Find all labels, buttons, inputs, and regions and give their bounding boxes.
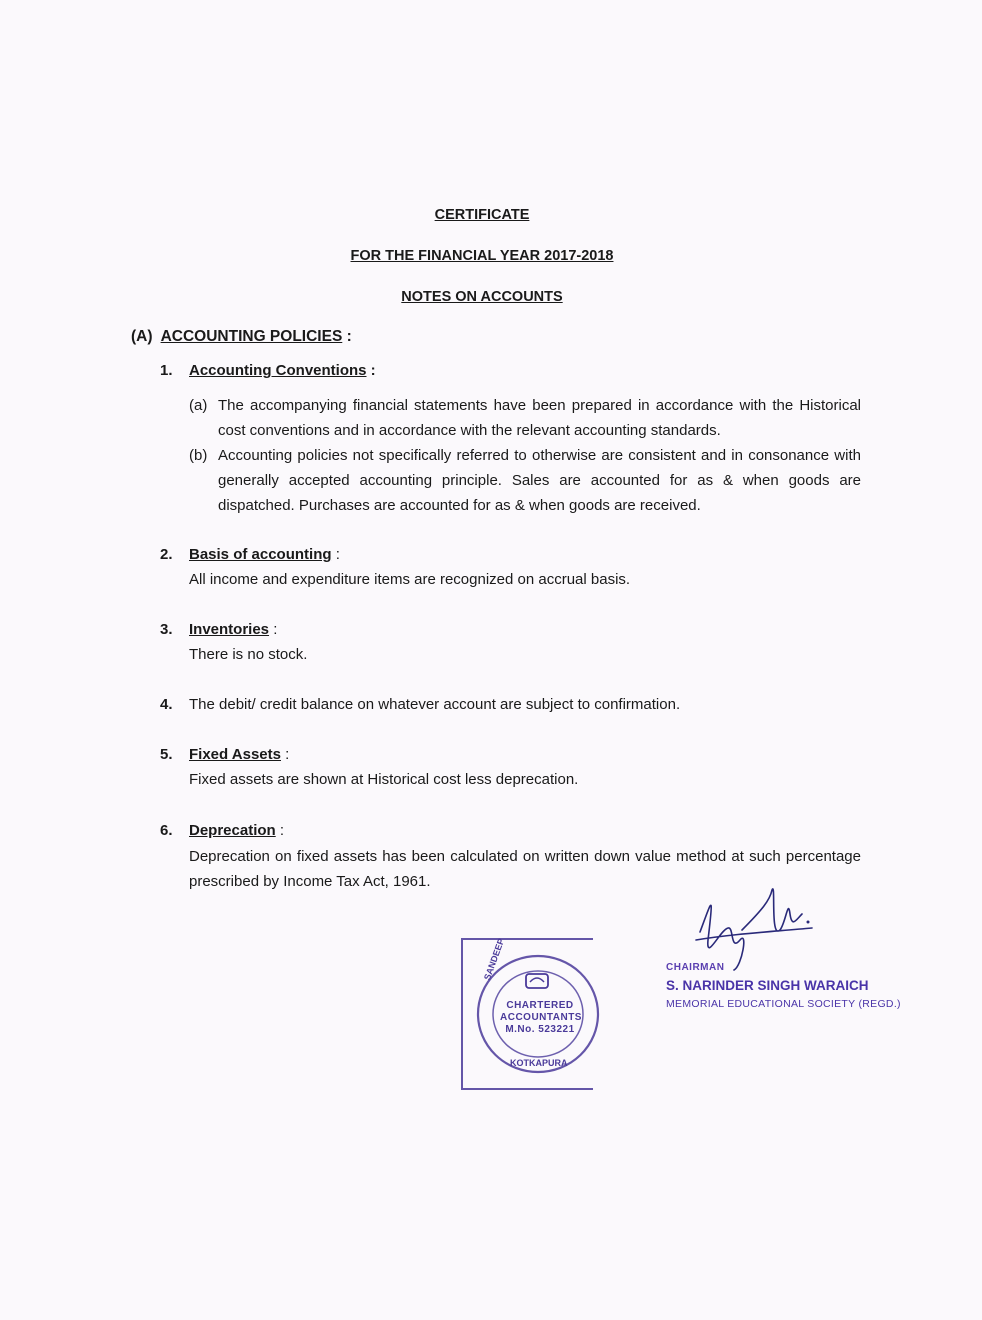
- item-3-number: 3.: [160, 621, 173, 638]
- item-6-title: Deprecation: [189, 822, 276, 839]
- item-5-number: 5.: [160, 746, 173, 763]
- sub-a-text: The accompanying financial statements have been prepared in accordance with the Historical cost conventions and in accordance with the relevant accounting standards.: [218, 397, 861, 439]
- stamp-ring-bottom: KOTKAPURA: [510, 1058, 568, 1068]
- sub-b-marker: (b): [189, 447, 208, 464]
- stamp-line-3: M.No. 523221: [505, 1024, 575, 1035]
- sub-b-text: Accounting policies not specifically referred to otherwise are consistent and in consonance with generally accepted accounting principle. Sales are accounted for as & when goods are dispatched. Purchases are accounted for as & when goods are received.: [218, 447, 861, 514]
- item-5-title: Fixed Assets: [189, 746, 281, 763]
- item-6-text: Deprecation on fixed assets has been calculated on written down value method at such percentage prescribed by Income Tax Act, 1961.: [189, 848, 861, 890]
- section-accounting-policies: [131, 328, 352, 346]
- item-2-heading: [189, 546, 340, 563]
- notes-heading: NOTES ON ACCOUNTS: [401, 289, 563, 305]
- financial-year-heading: FOR THE FINANCIAL YEAR 2017-2018: [350, 248, 614, 264]
- item-5-colon: :: [281, 746, 290, 763]
- stamp-ring-top: SANDEEP: [482, 937, 507, 982]
- item-4-number: 4.: [160, 696, 173, 713]
- item-6-colon: :: [275, 822, 285, 839]
- item-4-text: The debit/ credit balance on whatever account are subject to confirmation.: [189, 696, 681, 713]
- section-title: ACCOUNTING POLICIES: [160, 328, 343, 345]
- stamp-line-2: ACCOUNTANTS: [500, 1012, 582, 1023]
- section-marker: (A): [131, 328, 153, 345]
- item-5-heading: [189, 746, 289, 763]
- item-2-colon: :: [331, 546, 340, 563]
- signatory-role: CHAIRMAN: [666, 962, 725, 973]
- item-1-sub-a: [189, 393, 861, 443]
- item-1-number: 1.: [160, 362, 173, 379]
- stamp-text: [500, 1000, 580, 1036]
- item-3-text: There is no stock.: [189, 646, 308, 663]
- item-5-text: Fixed assets are shown at Historical cost less deprecation.: [189, 771, 579, 788]
- section-colon: :: [342, 328, 352, 345]
- signatory-org: MEMORIAL EDUCATIONAL SOCIETY (REGD.): [666, 998, 901, 1010]
- certificate-heading: CERTIFICATE: [434, 207, 530, 223]
- item-2-title: Basis of accounting: [189, 546, 332, 563]
- item-1-title: Accounting Conventions: [189, 362, 367, 379]
- signatory-name: S. NARINDER SINGH WARAICH: [666, 978, 869, 993]
- stamp-line-1: CHARTERED: [506, 1000, 574, 1011]
- item-3-colon: :: [269, 621, 278, 638]
- item-1-colon: :: [366, 362, 376, 379]
- item-1-heading: [189, 362, 376, 379]
- sub-a-marker: (a): [189, 397, 208, 414]
- item-2-text: All income and expenditure items are recognized on accrual basis.: [189, 571, 631, 588]
- item-3-title: Inventories: [189, 621, 270, 638]
- item-6-heading: [189, 822, 284, 839]
- item-2-number: 2.: [160, 546, 173, 563]
- item-1-sub-b: [189, 443, 861, 518]
- item-6-number: 6.: [160, 822, 173, 839]
- item-3-heading: [189, 621, 277, 638]
